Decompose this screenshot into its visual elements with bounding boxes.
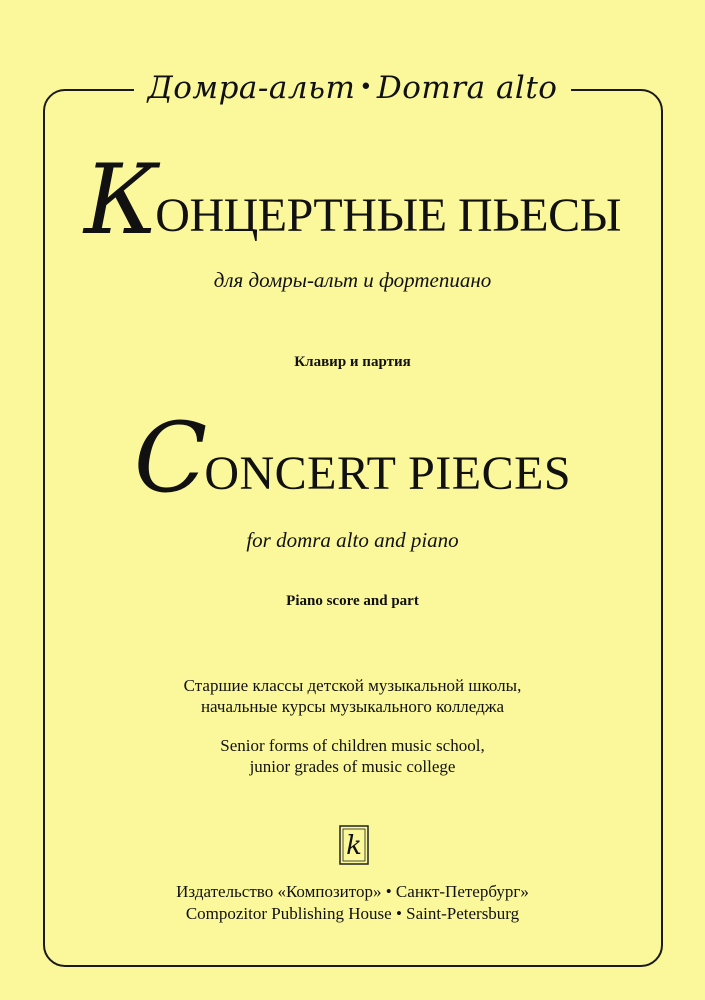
series-header xyxy=(0,68,705,112)
subtitle-russian: для домры-альт и фортепиано xyxy=(213,268,492,292)
title-russian xyxy=(0,144,705,256)
publisher-k-monogram-icon xyxy=(339,825,369,865)
series-ru: Домра-альт xyxy=(147,70,356,106)
subtitle-english: for domra alto and piano xyxy=(246,528,459,552)
publisher-info xyxy=(0,881,705,925)
score-type-russian: Клавир и партия xyxy=(294,354,411,370)
level-russian-line: Старшие классы детской музыкальной школы, xyxy=(183,676,522,695)
series-separator: • xyxy=(359,75,373,100)
level-russian-line: начальные курсы музыкального колледжа xyxy=(200,697,505,716)
publisher-logo-letter: k xyxy=(346,831,362,861)
title-english xyxy=(0,402,705,514)
level-english-line: Senior forms of children music school, xyxy=(220,736,485,755)
level-english xyxy=(0,735,705,777)
publisher-line-russian: Издательство «Композитор» • Санкт-Петербург» xyxy=(176,882,529,901)
title-russian-rest: ОНЦЕРТНЫЕ ПЬЕСЫ xyxy=(155,189,621,242)
title-english-rest: ONCERT PIECES xyxy=(204,447,572,500)
series-en: Domra alto xyxy=(376,70,558,106)
publisher-line-english: Compozitor Publishing House • Saint-Petersburg xyxy=(185,904,520,923)
level-russian xyxy=(0,675,705,717)
title-russian-initial: К xyxy=(84,144,156,256)
title-english-initial: C xyxy=(133,402,205,514)
series-label xyxy=(134,68,572,112)
score-type-english: Piano score and part xyxy=(286,593,419,609)
level-english-line: junior grades of music college xyxy=(249,757,456,776)
